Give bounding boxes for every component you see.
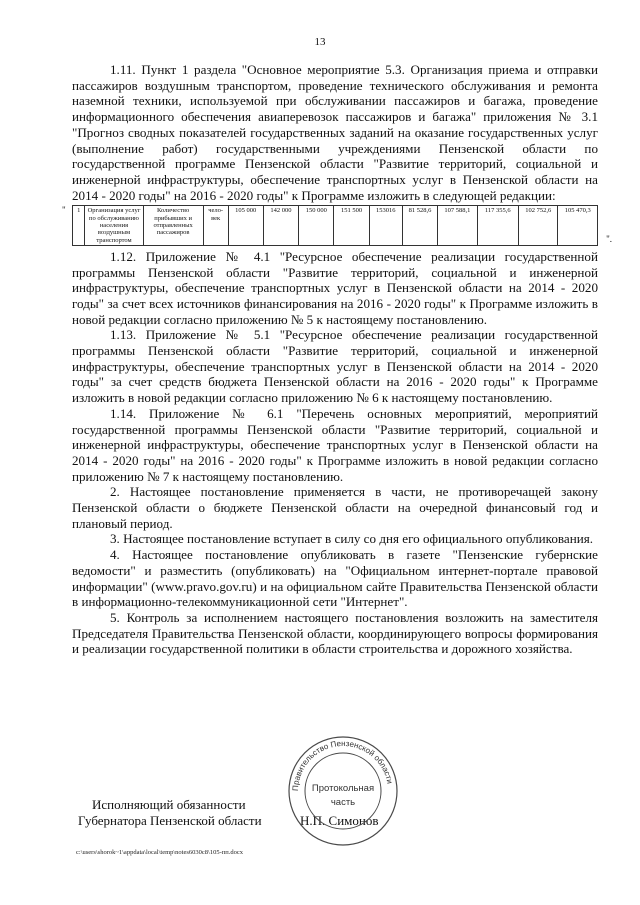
document-body: [62, 62, 612, 657]
paragraph-4: 4. Настоящее постановление опубликовать в газете "Пензенские губернские ведомости" и разместить (опубликовать) на "Официальном интернет-портале правовой информации" (www.pravo.gov.ru) и на официальном сайте Правительства Пензенской области в информационно-телекоммуникационной сети "Интернет".: [72, 547, 598, 610]
indicator-table: [72, 205, 598, 245]
paragraph-1-14: 1.14. Приложение № 6.1 "Перечень основных мероприятий, мероприятий государственной программы Пензенской области "Развитие территорий, социальной и инженерной инфраструктуры, обеспечение транспортных услуг в Пензенской области на 2014 - 2020 годы" на 2016 - 2020 годы" к Программе изложить в новой редакции согласно приложению № 7 к настоящему постановлению.: [72, 405, 598, 484]
cell-value: 150 000: [299, 206, 334, 245]
stamp-inner-line2: часть: [330, 797, 356, 808]
cell-value: 81 528,6: [402, 206, 437, 245]
cell-value: 153016: [369, 206, 402, 245]
cell-value: 117 355,6: [477, 206, 519, 245]
signatory-name: Н.П. Симонов: [300, 813, 379, 828]
stamp-inner-line1: Протокольная: [311, 783, 375, 794]
official-stamp: [287, 735, 399, 847]
table-row: [73, 206, 598, 245]
cell-value: 151 500: [334, 206, 369, 245]
page-number: 13: [314, 36, 326, 48]
cell-service: Организация услуг по обслуживанию населения воздушным транспортом: [85, 206, 143, 245]
cell-indicator: Количество прибывших и отправленных пассажиров: [143, 206, 203, 245]
cell-value: 107 588,1: [438, 206, 477, 245]
table-excerpt: [62, 205, 612, 245]
stamp-ring-text: Правительство Пензенской области: [290, 738, 395, 792]
cell-value: 105 000: [228, 206, 263, 245]
signature-block: [78, 797, 262, 829]
paragraph-1-13: 1.13. Приложение № 5.1 "Ресурсное обеспечение реализации государственной программы Пензенской области "Развитие территорий, социальной и инженерной инфраструктуры, обеспечение транспортных услуг в Пензенской области на 2014 - 2020 годы" за счет средств бюджета Пензенской области на 2016 - 2020 годы" к Программе изложить в новой редакции согласно приложению № 6 к настоящему постановлению.: [72, 327, 598, 406]
signature-title-line1: Исполняющий обязанности: [92, 797, 246, 812]
cell-value: 102 752,6: [519, 206, 558, 245]
paragraph-5: 5. Контроль за исполнением настоящего постановления возложить на заместителя Председателя Правительства Пензенской области, координирующего вопросы формирования и реализации государственной политики в области строительства и дорожного хозяйства.: [72, 609, 598, 657]
paragraph-3: 3. Настоящее постановление вступает в силу со дня его официального опубликования.: [110, 531, 594, 547]
file-path: c:\users\shorok~1\appdata\local\temp\notes6030c8\105-пп.docx: [76, 849, 243, 856]
cell-number: 1: [73, 206, 85, 245]
cell-value: 105 470,3: [558, 206, 598, 245]
paragraph-1-11: 1.11. Пункт 1 раздела "Основное мероприятие 5.3. Организация приема и отправки пассажиров воздушным транспортом, проведение технического обслуживания и ремонта наземной техники, используемой при обслуживании пассажиров и багажа, проведение информационного обеспечения авиаперевозок пассажиров и багажа" приложения № 3.1 "Прогноз сводных показателей государственных заданий на оказание государственных услуг (выполнение работ) государственными учреждениями Пензенской области по государственной программе Пензенской области "Развитие территорий, социальной и инженерной инфраструктуры, обеспечение транспортных услуг в Пензенской области на 2014 - 2020 годы" на 2016 - 2020 годы" к Программе изложить в следующей редакции:: [72, 62, 598, 203]
paragraph-1-12: 1.12. Приложение № 4.1 "Ресурсное обеспечение реализации государственной программы Пензенской области "Развитие территорий, социальной и инженерной инфраструктуры, обеспечение транспортных услуг в Пензенской области на 2014 - 2020 годы" за счет всех источников финансирования на 2016 - 2020 годы" к Программе изложить в новой редакции согласно приложению № 5 к настоящему постановлению.: [72, 248, 598, 327]
cell-value: 142 000: [263, 206, 298, 245]
table-close-quote: ".: [606, 234, 612, 245]
signature-title-line2: Губернатора Пензенской области: [78, 813, 262, 828]
paragraph-2: 2. Настоящее постановление применяется в части, не противоречащей закону Пензенской области о бюджете Пензенской области на очередной финансовый год и плановый период.: [72, 484, 598, 531]
cell-unit: чело-век: [203, 206, 228, 245]
table-open-quote: ": [62, 205, 66, 216]
